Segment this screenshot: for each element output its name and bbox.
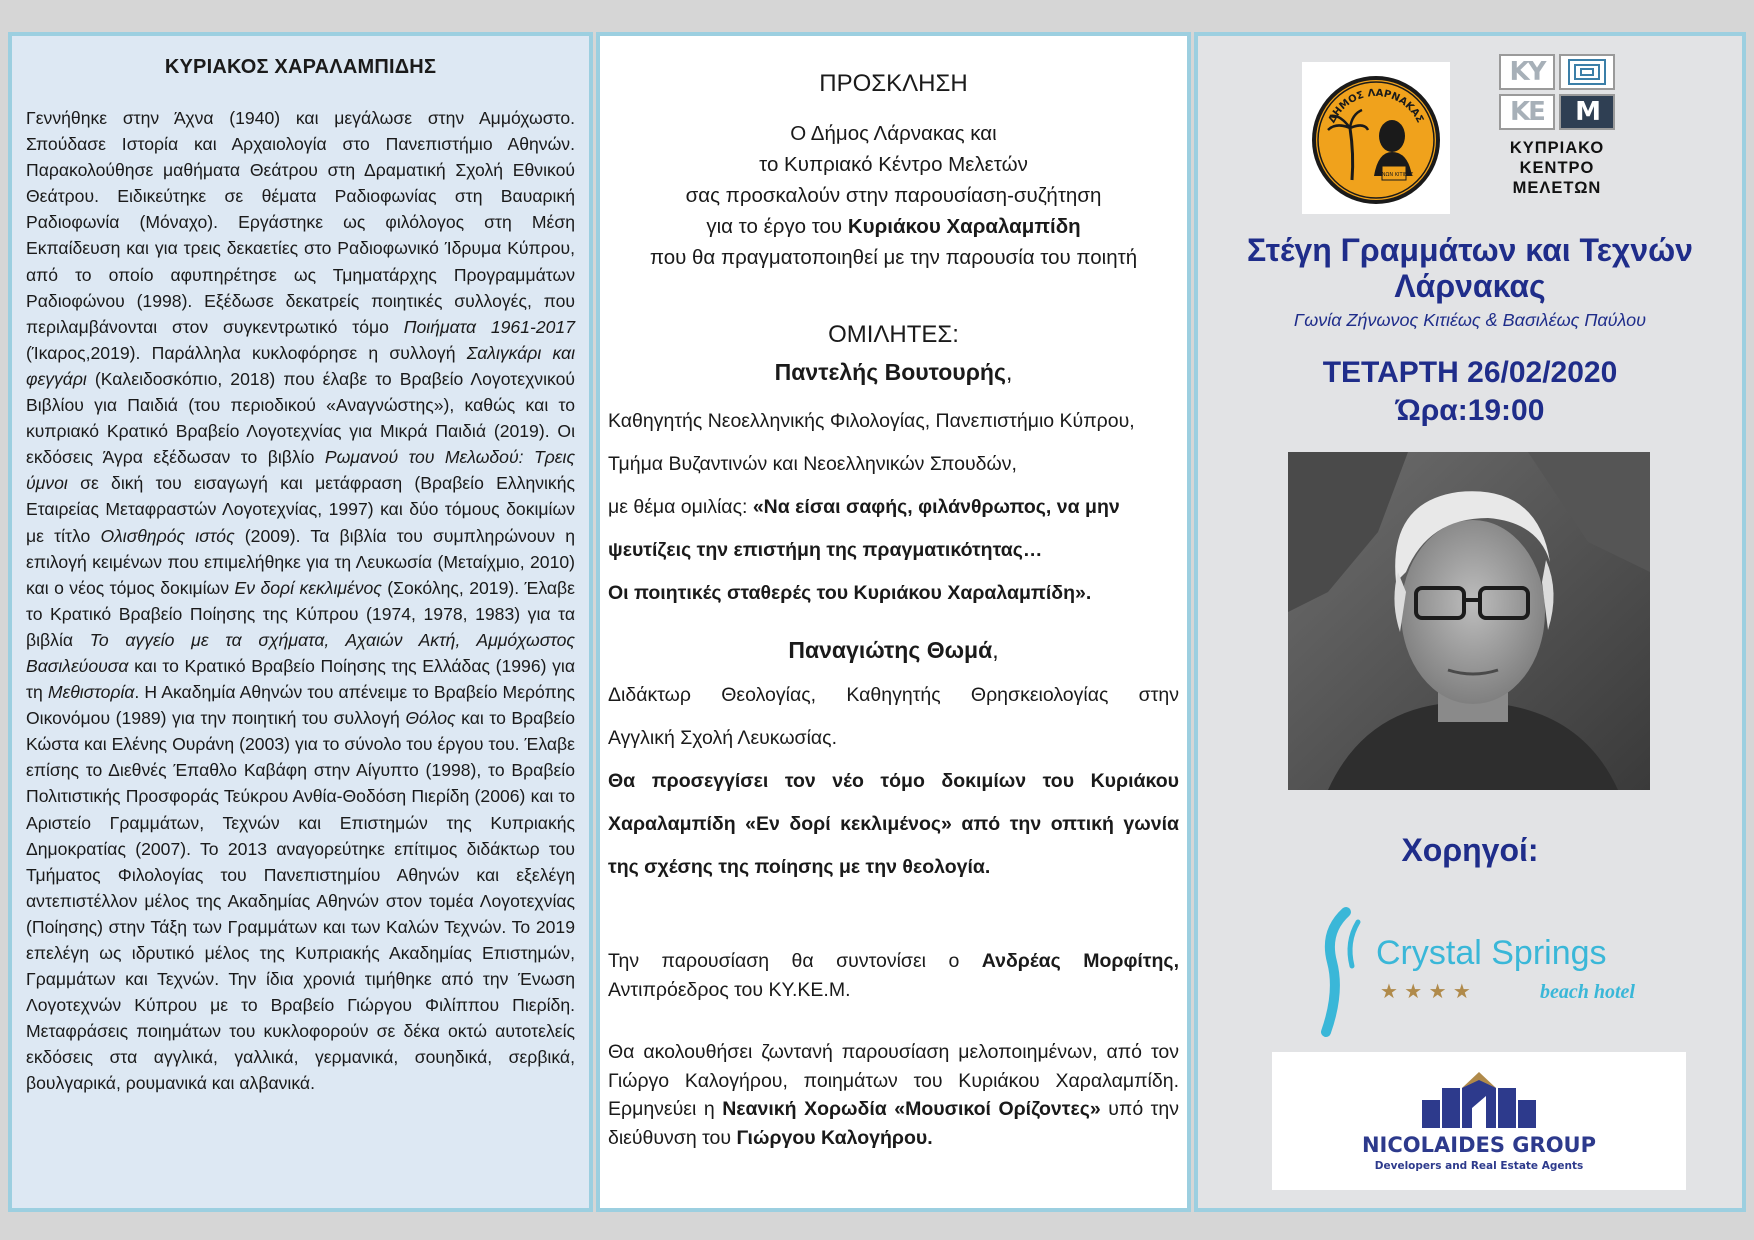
svg-text:Developers and Real Estate Age: Developers and Real Estate Agents bbox=[1374, 1160, 1584, 1172]
svg-text:Crystal Springs: Crystal Springs bbox=[1376, 934, 1607, 972]
speaker-1-role-1: Καθηγητής Νεοελληνικής Φιλολογίας, Πανεπιστήμιο Κύπρου, bbox=[608, 410, 1135, 432]
speaker-2-topic-3: της σχέσης της ποίησης με την θεολογία. bbox=[608, 856, 991, 878]
biography-panel bbox=[8, 32, 593, 1212]
kykem-cell-ke: ΚΕ bbox=[1499, 94, 1555, 130]
speaker-1-topic-3: Οι ποιητικές σταθερές του Κυριάκου Χαραλαμπίδη». bbox=[608, 582, 1092, 604]
svg-text:ΔΗΜΟΣ ΛΑΡΝΑΚΑΣ: ΔΗΜΟΣ ΛΑΡΝΑΚΑΣ bbox=[1326, 87, 1426, 125]
invitation-title: ΠΡΟΣΚΛΗΣΗ bbox=[819, 70, 968, 97]
moderator-text: Την παρουσίαση θα συντονίσει ο Ανδρέας Μορφίτης, Αντιπρόεδρος του ΚΥ.ΚΕ.Μ. bbox=[608, 950, 1179, 1001]
portrait-photo-icon bbox=[1288, 452, 1650, 790]
event-time: Ώρα:19:00 bbox=[1395, 394, 1545, 427]
speaker-2-topic-2: Χαραλαμπίδη «Εν δορί κεκλιμένος» από την οπτική γωνία bbox=[608, 813, 1179, 835]
biography-title: ΚΥΡΙΑΚΟΣ ΧΑΡΑΛΑΜΠΙΔΗΣ bbox=[164, 56, 437, 78]
kykem-cell-m: Μ bbox=[1559, 94, 1615, 130]
crystal-springs-logo bbox=[1318, 892, 1648, 1052]
invitation-panel bbox=[596, 32, 1191, 1212]
speaker-2-role-2: Αγγλική Σχολή Λευκωσίας. bbox=[608, 727, 838, 749]
dimos-larnakas-logo bbox=[1302, 62, 1450, 214]
event-panel bbox=[1194, 32, 1746, 1212]
svg-text:beach hotel: beach hotel bbox=[1540, 981, 1635, 1003]
event-datetime bbox=[1198, 354, 1742, 430]
svg-text:ΖΗΝΩΝ ΚΙΤΙΕΥΣ: ΖΗΝΩΝ ΚΙΤΙΕΥΣ bbox=[1374, 172, 1414, 178]
venue-name: Στέγη Γραμμάτων και Τεχνών Λάρνακας bbox=[1247, 232, 1693, 304]
sponsors-heading: Χορηγοί: bbox=[1401, 832, 1539, 868]
speaker-2-topic-1: Θα προσεγγίσει τον νέο τόμο δοκιμίων του Κυριάκου bbox=[608, 770, 1179, 792]
biography-text: Γεννήθηκε στην Άχνα (1940) και μεγάλωσε στην Αμμόχωστο. Σπούδασε Ιστορία και Αρχαιολογία στο Πανεπιστήμιο Αθηνών. Παρακολούθησε μαθήματα Θεάτρου στη Δραματική Σχολή Εθνικού Θεάτρου. Ειδικεύτηκε σε θέματα Ραδιοφωνίας στη Βαυαρική Ραδιοφωνία (Μόναχο). Εργάστηκε ως φιλόλογος στη Μέση Εκπαίδευση και για τρεις δεκαετίες στο Ραδιοφωνικό Ίδρυμα Κύπρου, από το οποίο αφυπηρέτησε ως Τμηματάρχης Προγραμμάτων Ραδιοφώνου (1998). Εξέδωσε δεκατρείς ποιητικές συλλογές, που περιλαμβάνονται στον συγκεντρωτικό τόμο Ποιήματα 1961-2017 (Ίκαρος,2019). Παράλληλα κυκλοφόρησε η συλλογή Σαλιγκάρι και φεγγάρι (Καλειδοσκόπιο, 2018) που έλαβε το Βραβείο Λογοτεχνικού Βιβλίου για Παιδιά (του περιοδικού «Αναγνώστης»), καθώς και το κυπριακό Κρατικό Βραβείο Λογοτεχνίας για Μικρά Παιδιά (2019). Οι εκδόσεις Άγρα εξέδωσαν το βιβλίο Ρωμανού του Μελωδού: Τρεις ύμνοι σε δική του εισαγωγή και μετάφραση (Βραβείο Ελληνικής Εταιρείας Μεταφραστών Λογοτεχνίας, 1997) και δύο τόμους δοκιμίων με τίτλο Ολισθηρός ιστός (2009). Τα βιβλία του συμπληρώνουν η επιλογή κειμένων που επιμελήθηκε για τη Λευκωσία (Μεταίχμιο, 2010) και ο νέος τόμος δοκιμίων Εν δορί κεκλιμένος (Σοκόλης, 2019). Έλαβε το Κρατικό Βραβείο Ποίησης της Κύπρου (1974, 1978, 1983) για τα βιβλία Το αγγείο με τα σχήματα, Αχαιών Ακτή, Αμμόχωστος Βασιλεύουσα και το Κρατικό Βραβείο Ποίησης της Ελλάδας (1996) για τη Μεθιστορία. Η Ακαδημία Αθηνών του απένειμε το Βραβείο Μερόπης Οικονόμου (1989) για την ποιητική του συλλογή Θόλος και το Βραβείο Κώστα και Ελένης Ουράνη (2003) για το σύνολο του έργου του. Έλαβε επίσης το Διεθνές Έπαθλο Καβάφη στην Αίγυπτο (1998), το Βραβείο Πολιτιστικής Προσφοράς Τεύκρου Ανθία-Θοδόση Πιερίδη (2006) και το Αριστείο Γραμμάτων, Τεχνών και Επιστημών της Κυπριακής Δημοκρατίας (2007). Το 2013 αναγορεύτηκε επίτιμος διδάκτωρ του Τμήματος Φιλολογίας του Πανεπιστημίου Αθηνών και εξελέγη αντεπιστέλλον μέλος της Ακαδημίας Αθηνών στον τομέα Λογοτεχνίας (Ποίησης) στην Τάξη των Γραμμάτων και των Καλών Τεχνών. Το 2019 επελέγη ως ιδρυτικό μέλος της Κυπριακής Ακαδημίας Επιστημών, Γραμμάτων και Τεχνών. Την ίδια χρονιά τιμήθηκε από την Ένωση Λογοτεχνών Κύπρου με το Βραβείο Γιώργου Φιλίππου Πιερίδη. Μεταφράσεις ποιημάτων του κυκλοφορούν σε δέκα οκτώ αυτοτελείς εκδόσεις στα αγγλικά, γαλλικά, γερμανικά, σουηδικά, σερβικά, βουλγαρικά, ρουμανικά και αλβανικά. bbox=[26, 108, 576, 1094]
venue-address: Γωνία Ζήνωνος Κιτιέως & Βασιλέως Παύλου bbox=[1293, 310, 1647, 330]
kykem-logo-text: ΚΥΠΡΙΑΚΟ ΚΕΝΤΡΟ ΜΕΛΕΤΩΝ bbox=[1509, 139, 1605, 197]
speaker-2-name: Παναγιώτης Θωμά, bbox=[788, 637, 999, 663]
invitation-text: Ο Δήμος Λάρνακας και το Κυπριακό Κέντρο Μελετών σας προσκαλούν στην παρουσίαση-συζήτηση για το έργο του Κυριάκου Χαραλαμπίδη που θα πραγματοποιηθεί με την παρουσία του ποιητή bbox=[649, 122, 1138, 269]
performance-text: Θα ακολουθήσει ζωντανή παρουσίαση μελοποιημένων, από τον Γιώργο Καλογήρου, ποιημάτων του Κυριάκου Χαραλαμπίδη. Ερμηνεύει η Νεανική Χορωδία «Μουσικοί Ορίζοντες» υπό την διεύθυνση του Γιώργου Καλογήρου. bbox=[608, 1041, 1179, 1149]
coin-logo-icon bbox=[1308, 68, 1444, 208]
speaker-1-topic-2: ψευτίζεις την επιστήμη της πραγματικότητας… bbox=[608, 539, 1043, 561]
maze-icon bbox=[1559, 54, 1615, 90]
nicolaides-group-logo bbox=[1272, 1052, 1686, 1190]
speaker-1-topic-1: με θέμα ομιλίας: «Να είσαι σαφής, φιλάνθρωπος, να μην bbox=[608, 496, 1120, 518]
speaker-1-role-2: Τμήμα Βυζαντινών και Νεοελληνικών Σπουδών, bbox=[608, 453, 1017, 475]
kykem-cell-ky: ΚΥ bbox=[1499, 54, 1555, 90]
kykem-logo bbox=[1498, 54, 1616, 214]
svg-text:NICOLAIDES GROUP: NICOLAIDES GROUP bbox=[1361, 1133, 1597, 1157]
svg-text:★ ★ ★ ★: ★ ★ ★ ★ bbox=[1380, 979, 1471, 1003]
poet-portrait bbox=[1288, 452, 1650, 790]
speaker-2-role-1: Διδάκτωρ Θεολογίας, Καθηγητής Θρησκειολογίας στην bbox=[608, 684, 1179, 706]
speaker-1-name: Παντελής Βουτουρής, bbox=[774, 359, 1013, 385]
event-date: ΤΕΤΑΡΤΗ 26/02/2020 bbox=[1322, 356, 1618, 389]
speakers-heading: ΟΜΙΛΗΤΕΣ: bbox=[828, 321, 959, 348]
